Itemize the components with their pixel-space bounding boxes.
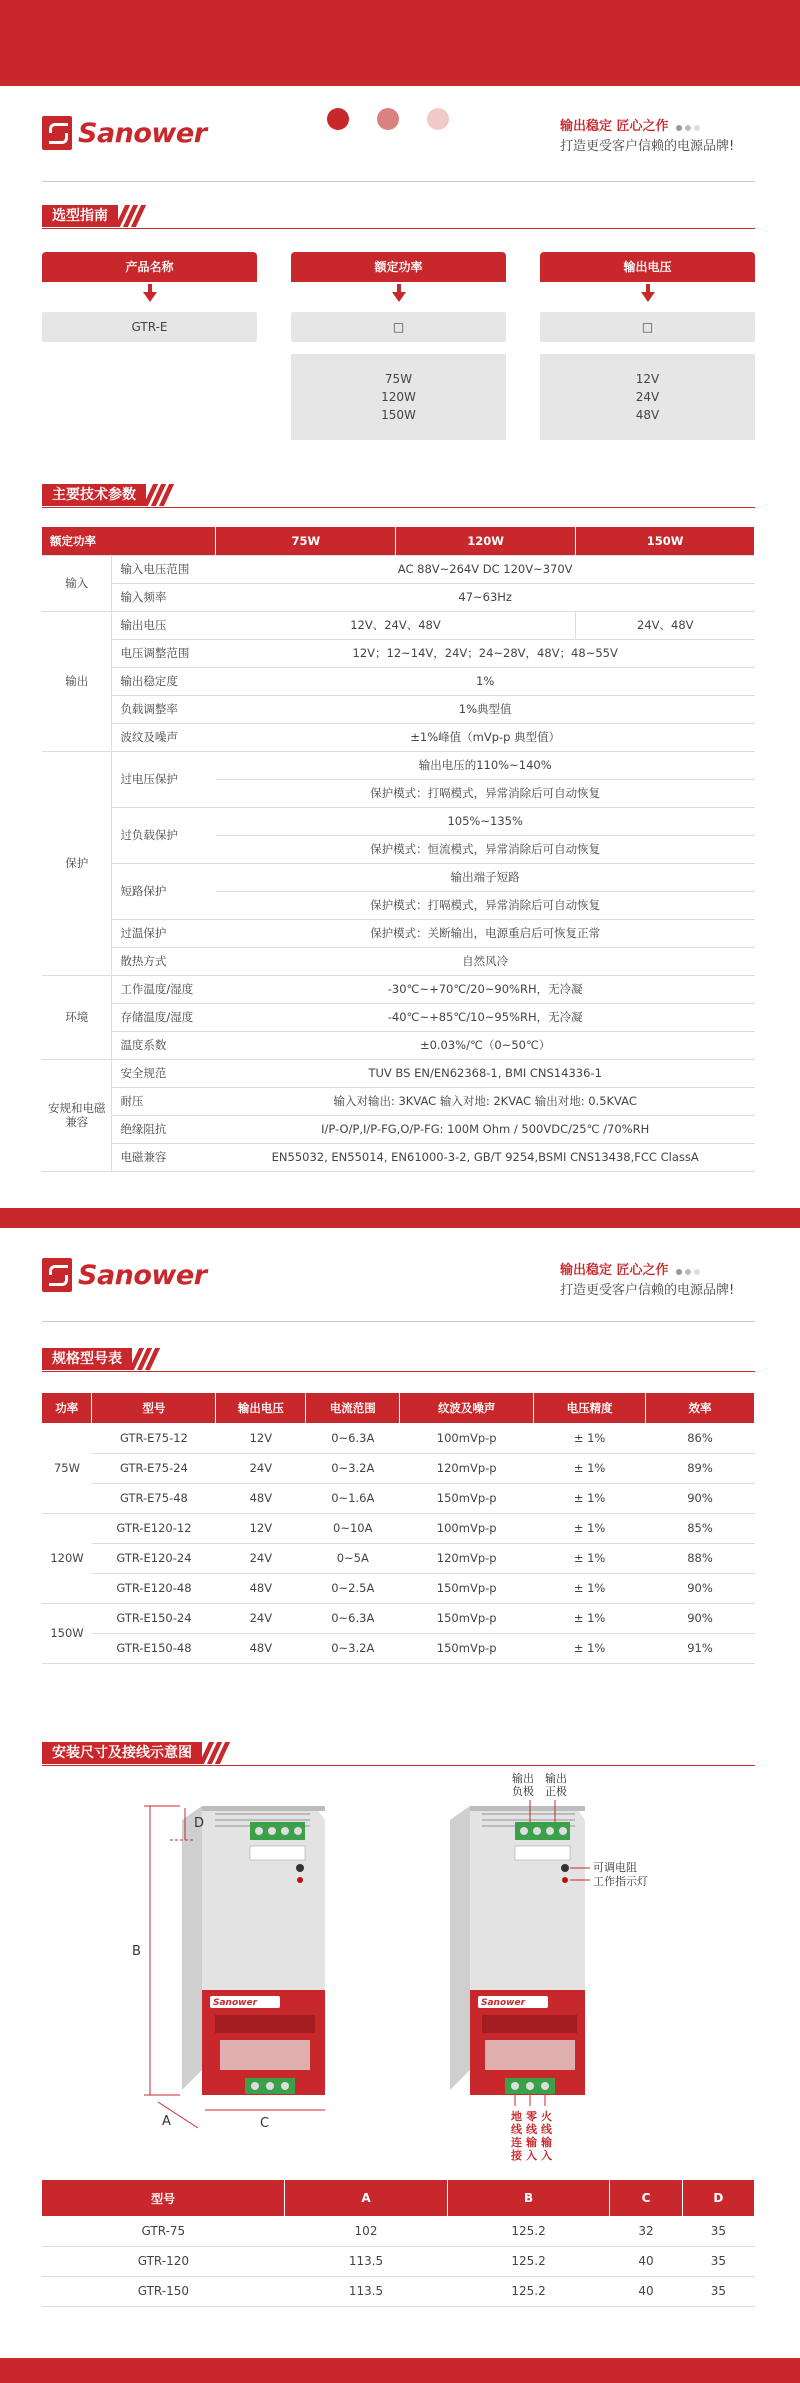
brand-logo [42, 116, 207, 150]
th: D [682, 2180, 754, 2216]
param-value: I/P-O/P,I/P-FG,O/P-FG: 100M Ohm / 500VDC/25℃ /70%RH [216, 1115, 755, 1143]
dims-table [42, 2180, 755, 2307]
cell: 32 [610, 2216, 682, 2246]
th: 150W [576, 527, 755, 555]
cell: 0~1.6A [306, 1483, 400, 1513]
section-line [42, 1765, 755, 1766]
section-label: 选型指南 [42, 205, 118, 227]
table-row [42, 2246, 755, 2276]
guide-head: 输出电压 [540, 252, 755, 282]
cell: 91% [646, 1633, 755, 1663]
brand-name: Sanower [78, 1259, 207, 1291]
cell: 120mVp-p [400, 1453, 534, 1483]
section-label: 安装尺寸及接线示意图 [42, 1742, 202, 1764]
th: 型号 [42, 2180, 285, 2216]
callout-led: 工作指示灯 [593, 1875, 648, 1888]
param-label: 散热方式 [112, 947, 216, 975]
cell: GTR-E120-24 [92, 1543, 216, 1573]
param-value: -30℃~+70℃/20~90%RH，无冷凝 [216, 975, 755, 1003]
param-value: 自然风冷 [216, 947, 755, 975]
device-dimension-drawing [110, 1800, 360, 2140]
guide-head: 产品名称 [42, 252, 257, 282]
cell: 102 [285, 2216, 448, 2246]
th: 纹波及噪声 [400, 1393, 534, 1423]
th: 电流范围 [306, 1393, 400, 1423]
param-label: 温度系数 [112, 1031, 216, 1059]
guide-col-voltage [540, 252, 755, 440]
param-value: 105%~135% [216, 807, 755, 835]
param-value: ±1%峰值（mVp-p 典型值） [216, 723, 755, 751]
cell: GTR-E75-12 [92, 1423, 216, 1453]
cell: 125.2 [447, 2276, 610, 2306]
cell: GTR-E120-12 [92, 1513, 216, 1543]
option: 12V [635, 372, 660, 386]
guide-options [291, 354, 506, 440]
param-value: 输入对输出: 3KVAC 输入对地: 2KVAC 输出对地: 0.5KVAC [216, 1087, 755, 1115]
group-label: 环境 [42, 975, 112, 1059]
th: 额定功率 [42, 527, 216, 555]
arrow-down-icon [392, 292, 406, 302]
guide-col-power [291, 252, 506, 440]
middle-banner [0, 1208, 800, 1228]
guide-value: GTR-E [42, 312, 257, 342]
cell: 35 [682, 2276, 754, 2306]
stripes-icon [120, 205, 141, 227]
guide-value: □ [540, 312, 755, 342]
table-row [42, 1543, 755, 1573]
cell: 0~6.3A [306, 1423, 400, 1453]
section-title-install [42, 1742, 225, 1764]
th: 75W [216, 527, 396, 555]
cell: 48V [216, 1633, 306, 1663]
cell: 150mVp-p [400, 1573, 534, 1603]
cell: GTR-E150-48 [92, 1633, 216, 1663]
top-banner [0, 0, 800, 86]
th: 120W [396, 527, 576, 555]
option: 75W [384, 372, 413, 386]
section-line [42, 507, 755, 508]
group-label: 安规和电磁兼容 [42, 1059, 112, 1171]
cell: GTR-120 [42, 2246, 285, 2276]
param-label: 负载调整率 [112, 695, 216, 723]
guide-head: 额定功率 [291, 252, 506, 282]
th: 功率 [42, 1393, 92, 1423]
slogan [560, 1260, 734, 1301]
param-label: 输出电压 [112, 611, 216, 639]
cell: GTR-E75-48 [92, 1483, 216, 1513]
param-value: 47~63Hz [216, 583, 755, 611]
param-label: 过温保护 [112, 919, 216, 947]
dim-label: B [132, 1944, 141, 1959]
cell: ± 1% [534, 1453, 646, 1483]
table-row [42, 1603, 755, 1633]
section-label: 主要技术参数 [42, 484, 146, 506]
param-label: 电压调整范围 [112, 639, 216, 667]
param-value: AC 88V~264V DC 120V~370V [216, 555, 755, 583]
dims-table-wrap [42, 2180, 755, 2307]
cell: ± 1% [534, 1483, 646, 1513]
cell: GTR-E75-24 [92, 1453, 216, 1483]
cell: ± 1% [534, 1573, 646, 1603]
decor-dots [327, 108, 449, 130]
cell: 40 [610, 2246, 682, 2276]
logo-mark-icon [42, 1258, 72, 1292]
dim-label: C [260, 2116, 270, 2131]
section-label: 规格型号表 [42, 1348, 132, 1370]
cell: 0~3.2A [306, 1633, 400, 1663]
cell: 24V [216, 1603, 306, 1633]
section-line [42, 228, 755, 229]
param-label: 电磁兼容 [112, 1143, 216, 1171]
th: 效率 [646, 1393, 755, 1423]
cell: 48V [216, 1483, 306, 1513]
dot-icon [377, 108, 399, 130]
cell: 0~10A [306, 1513, 400, 1543]
stripes-icon [204, 1742, 225, 1764]
bottom-banner [0, 2358, 800, 2383]
callout-ground: 地线连接 [511, 2110, 522, 2162]
header-1 [0, 86, 800, 196]
section-line [42, 1371, 755, 1372]
slogan-gray: 打造更受客户信赖的电源品牌! [560, 139, 735, 154]
callout-out-pos: 输出正极 [545, 1772, 567, 1798]
cell: 0~2.5A [306, 1573, 400, 1603]
logo-mark-icon [42, 116, 72, 150]
table-row [42, 2276, 755, 2306]
cell: 0~3.2A [306, 1453, 400, 1483]
cell: 113.5 [285, 2246, 448, 2276]
param-value: 1% [216, 667, 755, 695]
param-value: 输出端子短路 [216, 863, 755, 891]
divider [42, 181, 755, 182]
param-value: ±0.03%/℃（0~50℃） [216, 1031, 755, 1059]
group-label: 保护 [42, 751, 112, 975]
cell: 120mVp-p [400, 1543, 534, 1573]
cell: 24V [216, 1453, 306, 1483]
cell: 85% [646, 1513, 755, 1543]
table-row [42, 1573, 755, 1603]
dim-label: A [162, 2114, 171, 2129]
cell: GTR-E120-48 [92, 1573, 216, 1603]
cell: 48V [216, 1573, 306, 1603]
param-label: 输入电压范围 [112, 555, 216, 583]
cell: GTR-E150-24 [92, 1603, 216, 1633]
th: 输出电压 [216, 1393, 306, 1423]
th: 电压精度 [534, 1393, 646, 1423]
cell: ± 1% [534, 1603, 646, 1633]
param-value: 保护模式：关断输出，电源重启后可恢复正常 [216, 919, 755, 947]
param-value: 保护模式：打嗝模式，异常消除后可自动恢复 [216, 779, 755, 807]
cell: 150mVp-p [400, 1603, 534, 1633]
param-value: EN55032, EN55014, EN61000-3-2, GB/T 9254,BSMI CNS13438,FCC ClassA [216, 1143, 755, 1171]
option: 24V [635, 390, 660, 404]
cell: ± 1% [534, 1423, 646, 1453]
th: A [285, 2180, 448, 2216]
table-row [42, 2216, 755, 2246]
th: 型号 [92, 1393, 216, 1423]
stripes-icon [134, 1348, 155, 1370]
power-cell: 120W [42, 1513, 92, 1603]
cell: 150mVp-p [400, 1483, 534, 1513]
table-row [42, 1453, 755, 1483]
cell: 100mVp-p [400, 1513, 534, 1543]
param-label: 波纹及噪声 [112, 723, 216, 751]
cell: 12V [216, 1423, 306, 1453]
slogan [560, 116, 734, 157]
cell: ± 1% [534, 1513, 646, 1543]
param-value: 24V、48V [576, 611, 755, 639]
table-row [42, 1513, 755, 1543]
param-value: 保护模式：打嗝模式，异常消除后可自动恢复 [216, 891, 755, 919]
power-cell: 75W [42, 1423, 92, 1513]
param-label: 安全规范 [112, 1059, 216, 1087]
th: B [447, 2180, 610, 2216]
slogan-red: 输出稳定 匠心之作 [560, 119, 669, 134]
param-label: 工作温度/湿度 [112, 975, 216, 1003]
param-label: 输入频率 [112, 583, 216, 611]
table-row [42, 1633, 755, 1663]
section-title-selection [42, 205, 141, 227]
cell: 125.2 [447, 2246, 610, 2276]
param-value: -40℃~+85℃/10~95%RH，无冷凝 [216, 1003, 755, 1031]
section-title-params [42, 484, 169, 506]
cell: 88% [646, 1543, 755, 1573]
param-value: 12V；12~14V，24V；24~28V，48V；48~55V [216, 639, 755, 667]
power-cell: 150W [42, 1603, 92, 1663]
cell: 0~5A [306, 1543, 400, 1573]
param-value: TUV BS EN/EN62368-1, BMI CNS14336-1 [216, 1059, 755, 1087]
callout-out-neg: 输出负极 [512, 1772, 534, 1798]
guide-value: □ [291, 312, 506, 342]
slogan-gray: 打造更受客户信赖的电源品牌! [560, 1283, 735, 1298]
stripes-icon [148, 484, 169, 506]
cell: 113.5 [285, 2276, 448, 2306]
params-table-wrap [42, 527, 755, 1172]
param-label: 输出稳定度 [112, 667, 216, 695]
arrow-down-icon [641, 292, 655, 302]
guide-options [540, 354, 755, 440]
callout-pot: 可调电阻 [593, 1861, 637, 1874]
param-value: 12V、24V、48V [216, 611, 576, 639]
param-label: 过电压保护 [112, 751, 216, 807]
guide-col-name [42, 252, 257, 342]
param-value: 保护模式：恒流模式，异常消除后可自动恢复 [216, 835, 755, 863]
arrow-down-icon [143, 292, 157, 302]
callout-neutral: 零线输入 [526, 2110, 537, 2162]
cell: 125.2 [447, 2216, 610, 2246]
table-row [42, 1483, 755, 1513]
dim-label: D [194, 1816, 205, 1831]
cell: 90% [646, 1573, 755, 1603]
param-value: 输出电压的110%~140% [216, 751, 755, 779]
param-label: 绝缘阻抗 [112, 1115, 216, 1143]
section-title-specs [42, 1348, 155, 1370]
cell: ± 1% [534, 1543, 646, 1573]
cell: 90% [646, 1603, 755, 1633]
cell: 90% [646, 1483, 755, 1513]
param-label: 存储温度/湿度 [112, 1003, 216, 1031]
svg-text:Sanower: Sanower [481, 1998, 526, 2008]
brand-logo [42, 1258, 207, 1292]
option: 48V [635, 408, 660, 422]
param-label: 耐压 [112, 1087, 216, 1115]
cell: 24V [216, 1543, 306, 1573]
gray-dots-icon [676, 1261, 703, 1281]
table-row [42, 1423, 755, 1453]
dot-icon [327, 108, 349, 130]
param-label: 短路保护 [112, 863, 216, 919]
cell: 35 [682, 2246, 754, 2276]
group-label: 输出 [42, 611, 112, 751]
dot-icon [427, 108, 449, 130]
cell: 150mVp-p [400, 1633, 534, 1663]
brand-name: Sanower [78, 117, 207, 149]
param-value: 1%典型值 [216, 695, 755, 723]
cell: GTR-75 [42, 2216, 285, 2246]
specs-table [42, 1393, 755, 1664]
param-label: 过负载保护 [112, 807, 216, 863]
cell: 40 [610, 2276, 682, 2306]
slogan-red: 输出稳定 匠心之作 [560, 1263, 669, 1278]
svg-text:Sanower: Sanower [213, 1998, 258, 2008]
device-wiring-drawing [430, 1800, 650, 2110]
cell: GTR-150 [42, 2276, 285, 2306]
cell: 0~6.3A [306, 1603, 400, 1633]
cell: ± 1% [534, 1633, 646, 1663]
cell: 35 [682, 2216, 754, 2246]
callout-live: 火线输入 [541, 2110, 552, 2162]
option: 120W [381, 390, 416, 404]
cell: 86% [646, 1423, 755, 1453]
gray-dots-icon [676, 117, 703, 137]
divider [42, 1321, 755, 1322]
th: C [610, 2180, 682, 2216]
cell: 12V [216, 1513, 306, 1543]
option: 150W [381, 408, 416, 422]
cell: 89% [646, 1453, 755, 1483]
group-label: 输入 [42, 555, 112, 611]
specs-table-wrap [42, 1393, 755, 1664]
cell: 100mVp-p [400, 1423, 534, 1453]
params-table [42, 527, 755, 1172]
